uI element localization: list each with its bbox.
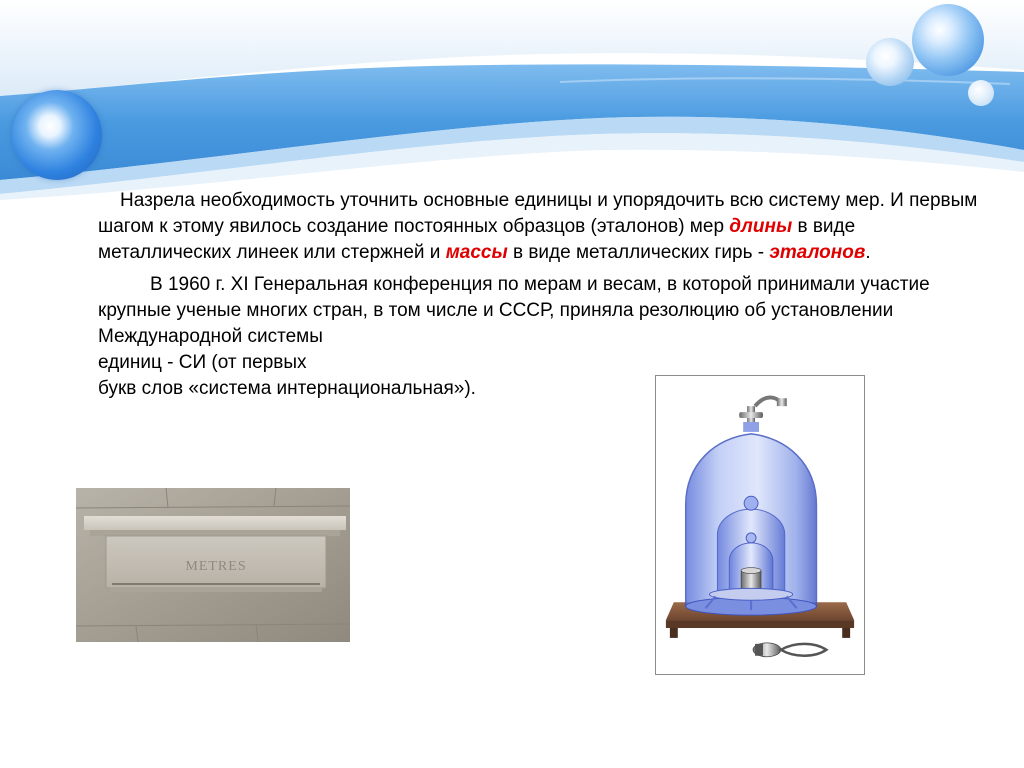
slide-body-text	[98, 188, 978, 402]
decorative-sphere-medium	[912, 4, 984, 76]
decorative-sphere-large	[12, 90, 102, 180]
paragraph-text: Назрела необходимость уточнить основные единицы и упорядочить всю систему мер. И первым шагом к этому явилось создание постоянных образцов (эталонов) мер	[98, 190, 978, 237]
wall-inscription: METRES	[185, 559, 247, 574]
paragraph-text: в виде металлических линеек или стержней и	[98, 216, 856, 263]
paragraph-text: единиц - СИ (от первых	[98, 352, 307, 373]
highlight-length: длины	[729, 216, 793, 237]
highlight-standards: эталонов	[769, 242, 866, 263]
paragraph-text: В 1960 г. XI Генеральная конференция по мерам и весам, в которой принимали участие крупные ученые многих стран, в том числе и СССР, приняла резолюцию об установлении Международной системы	[98, 274, 930, 347]
paragraph-text: в виде металлических гирь -	[507, 242, 770, 263]
decorative-sphere-tiny	[968, 80, 994, 106]
decorative-sphere-small	[866, 38, 914, 86]
metre-standard-wall-image	[76, 488, 350, 642]
paragraph-text: букв слов «система интернациональная»).	[98, 378, 476, 399]
header-wave-band	[0, 0, 1024, 200]
paragraph-standards	[98, 188, 978, 266]
paragraph-text: .	[865, 242, 871, 263]
kilogram-prototype-image	[655, 375, 865, 675]
highlight-mass: массы	[445, 242, 508, 263]
